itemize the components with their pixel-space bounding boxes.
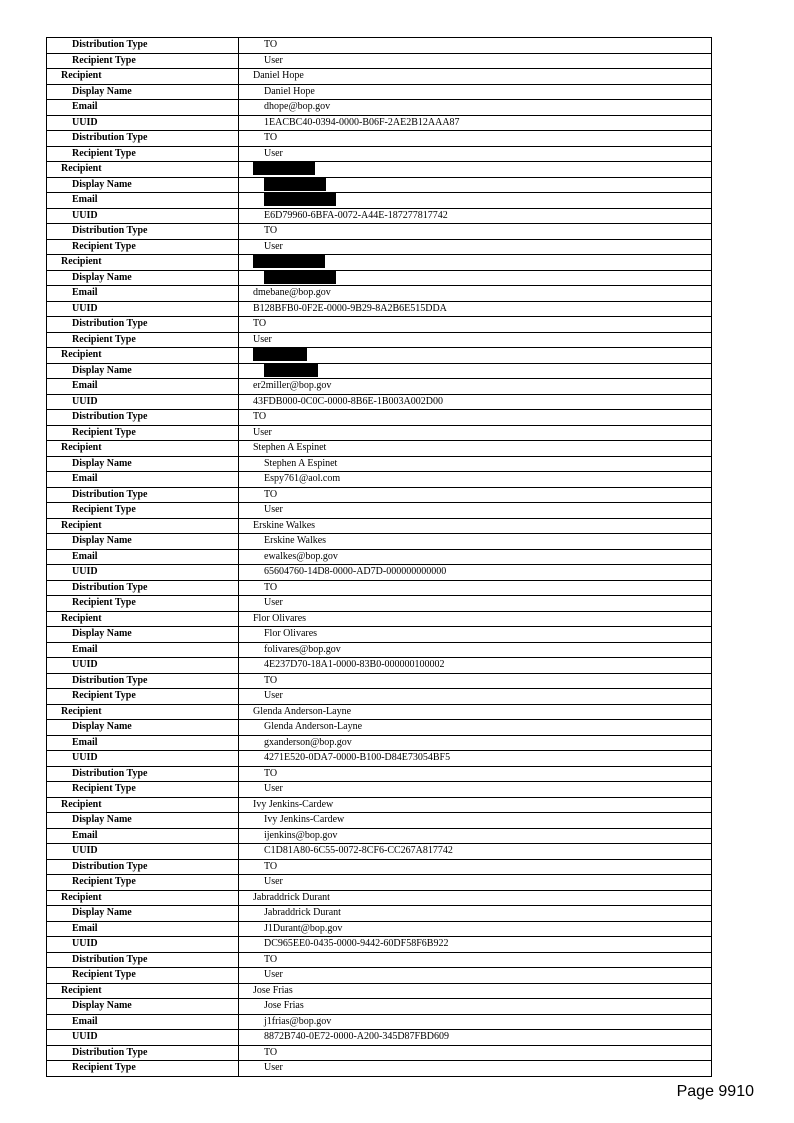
redaction-bar: [264, 193, 336, 206]
table-row: [47, 379, 712, 395]
field-value: DC965EE0-0435-0000-9442-60DF58F6B922: [239, 937, 712, 953]
field-value: dmebane@bop.gov: [239, 286, 712, 302]
field-value: Erskine Walkes: [239, 518, 712, 534]
field-label: Recipient Type: [47, 782, 239, 798]
table-row: [47, 844, 712, 860]
table-row: [47, 921, 712, 937]
field-value: Flor Olivares: [239, 627, 712, 643]
table-row: [47, 937, 712, 953]
field-value: User: [239, 425, 712, 441]
field-value: [239, 270, 712, 286]
table-row: [47, 983, 712, 999]
field-label: UUID: [47, 658, 239, 674]
field-value: TO: [239, 38, 712, 54]
field-label: UUID: [47, 208, 239, 224]
field-value: User: [239, 503, 712, 519]
field-label: Recipient Type: [47, 968, 239, 984]
table-row: [47, 193, 712, 209]
field-label: Email: [47, 642, 239, 658]
field-value: TO: [239, 859, 712, 875]
table-row: [47, 208, 712, 224]
table-row: [47, 38, 712, 54]
table-row: [47, 859, 712, 875]
field-value: TO: [239, 952, 712, 968]
table-row: [47, 704, 712, 720]
recipient-table-body: [47, 38, 712, 1077]
field-label: Recipient: [47, 348, 239, 364]
field-value: dhope@bop.gov: [239, 100, 712, 116]
field-value: Daniel Hope: [239, 69, 712, 85]
field-label: Recipient: [47, 704, 239, 720]
field-value: TO: [239, 1045, 712, 1061]
field-label: Distribution Type: [47, 952, 239, 968]
redaction-bar: [264, 364, 318, 377]
field-value: E6D79960-6BFA-0072-A44E-187277817742: [239, 208, 712, 224]
field-label: Email: [47, 100, 239, 116]
field-label: Email: [47, 921, 239, 937]
field-label: Recipient: [47, 983, 239, 999]
table-row: [47, 100, 712, 116]
field-value: 4271E520-0DA7-0000-B100-D84E73054BF5: [239, 751, 712, 767]
field-label: Distribution Type: [47, 487, 239, 503]
field-value: User: [239, 239, 712, 255]
field-label: Email: [47, 1014, 239, 1030]
field-label: Distribution Type: [47, 317, 239, 333]
table-row: [47, 782, 712, 798]
field-label: Recipient Type: [47, 875, 239, 891]
field-value: gxanderson@bop.gov: [239, 735, 712, 751]
field-value: TO: [239, 131, 712, 147]
field-label: Display Name: [47, 84, 239, 100]
field-label: Recipient Type: [47, 425, 239, 441]
field-value: TO: [239, 317, 712, 333]
table-row: [47, 828, 712, 844]
field-value: User: [239, 782, 712, 798]
field-value: TO: [239, 487, 712, 503]
table-row: [47, 146, 712, 162]
table-row: [47, 534, 712, 550]
field-value: [239, 193, 712, 209]
field-label: Recipient: [47, 441, 239, 457]
field-value: 65604760-14D8-0000-AD7D-000000000000: [239, 565, 712, 581]
field-value: Flor Olivares: [239, 611, 712, 627]
redaction-bar: [253, 255, 325, 268]
field-label: Display Name: [47, 270, 239, 286]
field-label: Display Name: [47, 906, 239, 922]
field-label: Recipient Type: [47, 239, 239, 255]
table-row: [47, 317, 712, 333]
table-row: [47, 875, 712, 891]
field-value: 1EACBC40-0394-0000-B06F-2AE2B12AAA87: [239, 115, 712, 131]
field-label: Display Name: [47, 456, 239, 472]
field-label: UUID: [47, 844, 239, 860]
field-label: UUID: [47, 937, 239, 953]
field-label: Recipient Type: [47, 503, 239, 519]
field-label: Email: [47, 828, 239, 844]
table-row: [47, 84, 712, 100]
field-value: Jose Frias: [239, 999, 712, 1015]
table-row: [47, 115, 712, 131]
table-row: [47, 239, 712, 255]
field-value: Jabraddrick Durant: [239, 890, 712, 906]
field-label: Distribution Type: [47, 859, 239, 875]
field-label: Recipient: [47, 797, 239, 813]
field-value: [239, 162, 712, 178]
field-value: [239, 255, 712, 271]
table-row: [47, 952, 712, 968]
table-row: [47, 797, 712, 813]
field-label: UUID: [47, 301, 239, 317]
field-value: User: [239, 1061, 712, 1077]
table-row: [47, 410, 712, 426]
field-value: B128BFB0-0F2E-0000-9B29-8A2B6E515DDA: [239, 301, 712, 317]
table-row: [47, 363, 712, 379]
field-value: TO: [239, 580, 712, 596]
field-value: Jose Frias: [239, 983, 712, 999]
field-label: Display Name: [47, 627, 239, 643]
field-label: Distribution Type: [47, 131, 239, 147]
field-value: ijenkins@bop.gov: [239, 828, 712, 844]
redaction-bar: [253, 162, 315, 175]
table-row: [47, 301, 712, 317]
field-label: Display Name: [47, 813, 239, 829]
field-value: Espy761@aol.com: [239, 472, 712, 488]
field-label: Recipient Type: [47, 596, 239, 612]
field-value: er2miller@bop.gov: [239, 379, 712, 395]
field-label: Display Name: [47, 534, 239, 550]
field-value: folivares@bop.gov: [239, 642, 712, 658]
field-label: Email: [47, 193, 239, 209]
table-row: [47, 673, 712, 689]
field-label: Recipient Type: [47, 689, 239, 705]
table-row: [47, 255, 712, 271]
field-label: Email: [47, 379, 239, 395]
field-value: 8872B740-0E72-0000-A200-345D87FBD609: [239, 1030, 712, 1046]
field-label: UUID: [47, 751, 239, 767]
field-value: J1Durant@bop.gov: [239, 921, 712, 937]
field-label: Email: [47, 549, 239, 565]
field-label: Distribution Type: [47, 673, 239, 689]
field-label: Recipient: [47, 69, 239, 85]
recipient-table: [46, 37, 712, 1077]
table-row: [47, 596, 712, 612]
field-value: 43FDB000-0C0C-0000-8B6E-1B003A002D00: [239, 394, 712, 410]
field-label: Distribution Type: [47, 1045, 239, 1061]
page-number: Page 9910: [676, 1083, 754, 1100]
field-value: 4E237D70-18A1-0000-83B0-000000100002: [239, 658, 712, 674]
table-row: [47, 890, 712, 906]
table-row: [47, 1045, 712, 1061]
table-row: [47, 456, 712, 472]
field-value: Stephen A Espinet: [239, 456, 712, 472]
field-label: Recipient: [47, 518, 239, 534]
table-row: [47, 177, 712, 193]
field-value: User: [239, 146, 712, 162]
table-row: [47, 270, 712, 286]
table-row: [47, 332, 712, 348]
field-value: Daniel Hope: [239, 84, 712, 100]
field-value: TO: [239, 673, 712, 689]
field-label: Email: [47, 735, 239, 751]
table-row: [47, 999, 712, 1015]
table-row: [47, 565, 712, 581]
field-label: UUID: [47, 1030, 239, 1046]
field-label: UUID: [47, 115, 239, 131]
field-value: User: [239, 53, 712, 69]
table-row: [47, 503, 712, 519]
table-row: [47, 735, 712, 751]
field-label: Email: [47, 472, 239, 488]
field-label: Recipient Type: [47, 53, 239, 69]
table-row: [47, 1014, 712, 1030]
redaction-bar: [264, 178, 326, 191]
table-row: [47, 69, 712, 85]
table-row: [47, 751, 712, 767]
table-row: [47, 131, 712, 147]
field-value: C1D81A80-6C55-0072-8CF6-CC267A817742: [239, 844, 712, 860]
table-row: [47, 224, 712, 240]
field-value: User: [239, 596, 712, 612]
field-value: Stephen A Espinet: [239, 441, 712, 457]
table-row: [47, 1030, 712, 1046]
redaction-bar: [253, 348, 307, 361]
field-label: Recipient: [47, 162, 239, 178]
table-row: [47, 611, 712, 627]
table-row: [47, 425, 712, 441]
table-row: [47, 348, 712, 364]
table-row: [47, 720, 712, 736]
field-label: Recipient: [47, 255, 239, 271]
field-value: Erskine Walkes: [239, 534, 712, 550]
table-row: [47, 580, 712, 596]
table-row: [47, 472, 712, 488]
field-label: UUID: [47, 394, 239, 410]
table-row: [47, 813, 712, 829]
table-row: [47, 968, 712, 984]
field-value: Ivy Jenkins-Cardew: [239, 813, 712, 829]
field-label: Distribution Type: [47, 580, 239, 596]
field-value: Glenda Anderson-Layne: [239, 704, 712, 720]
field-value: [239, 177, 712, 193]
field-label: Recipient Type: [47, 1061, 239, 1077]
field-label: Display Name: [47, 363, 239, 379]
table-row: [47, 394, 712, 410]
field-value: Ivy Jenkins-Cardew: [239, 797, 712, 813]
field-value: TO: [239, 224, 712, 240]
field-label: Recipient Type: [47, 146, 239, 162]
table-row: [47, 487, 712, 503]
field-label: Display Name: [47, 177, 239, 193]
table-row: [47, 906, 712, 922]
field-value: ewalkes@bop.gov: [239, 549, 712, 565]
field-value: TO: [239, 766, 712, 782]
field-label: Email: [47, 286, 239, 302]
field-value: [239, 363, 712, 379]
table-row: [47, 1061, 712, 1077]
table-row: [47, 658, 712, 674]
field-value: j1frias@bop.gov: [239, 1014, 712, 1030]
table-row: [47, 53, 712, 69]
field-value: User: [239, 875, 712, 891]
table-row: [47, 627, 712, 643]
field-label: Distribution Type: [47, 766, 239, 782]
field-label: Recipient: [47, 611, 239, 627]
table-row: [47, 766, 712, 782]
field-value: TO: [239, 410, 712, 426]
table-row: [47, 518, 712, 534]
field-label: Distribution Type: [47, 38, 239, 54]
field-label: Distribution Type: [47, 224, 239, 240]
table-row: [47, 689, 712, 705]
table-row: [47, 642, 712, 658]
table-row: [47, 162, 712, 178]
table-row: [47, 441, 712, 457]
field-label: UUID: [47, 565, 239, 581]
field-value: User: [239, 332, 712, 348]
field-value: [239, 348, 712, 364]
field-value: Jabraddrick Durant: [239, 906, 712, 922]
field-label: Recipient: [47, 890, 239, 906]
table-row: [47, 286, 712, 302]
field-label: Display Name: [47, 720, 239, 736]
field-label: Distribution Type: [47, 410, 239, 426]
field-label: Display Name: [47, 999, 239, 1015]
field-label: Recipient Type: [47, 332, 239, 348]
table-row: [47, 549, 712, 565]
field-value: User: [239, 689, 712, 705]
redaction-bar: [264, 271, 336, 284]
field-value: Glenda Anderson-Layne: [239, 720, 712, 736]
field-value: User: [239, 968, 712, 984]
